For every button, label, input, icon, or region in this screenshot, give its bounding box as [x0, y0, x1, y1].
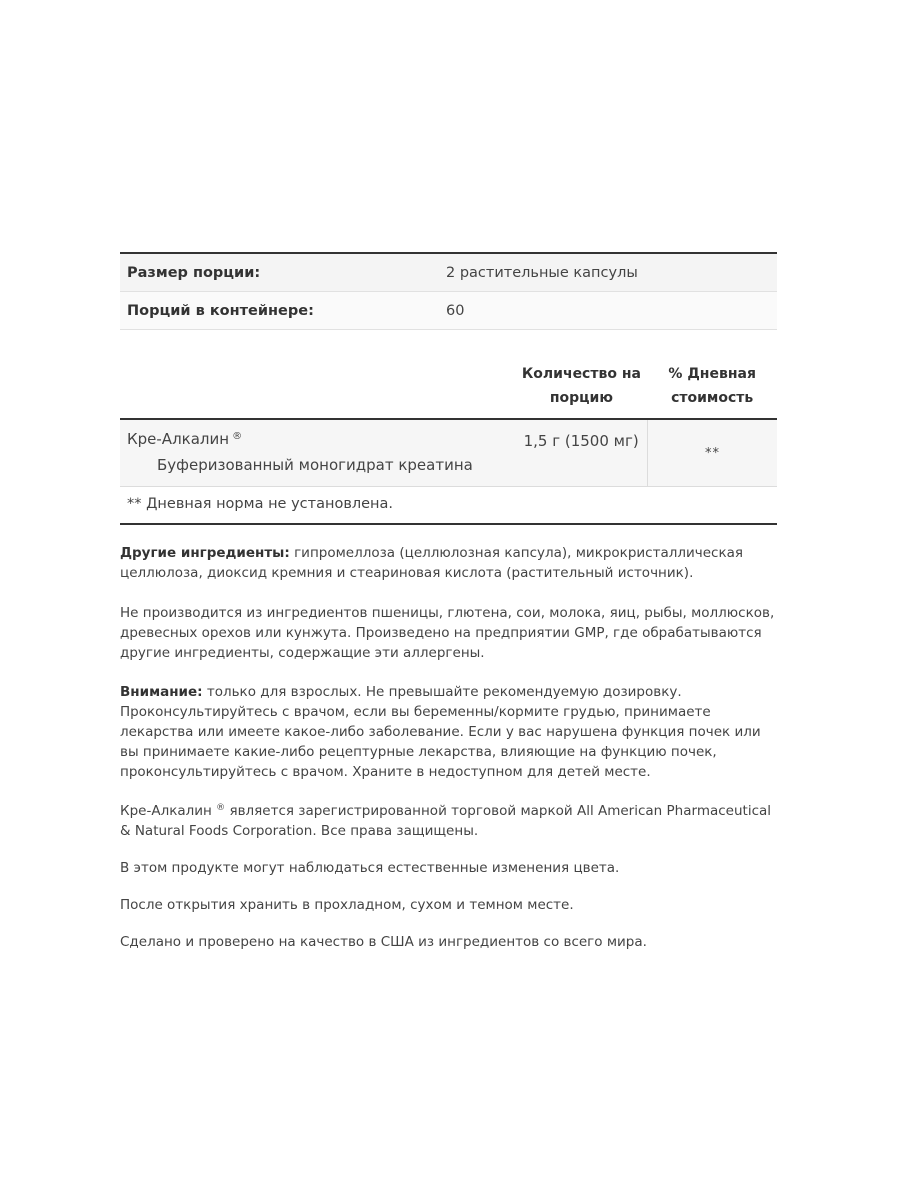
- other-ingredients-label: Другие ингредиенты:: [120, 545, 290, 561]
- footnote-row: [120, 487, 777, 525]
- serving-size-label: Размер порции:: [120, 253, 439, 292]
- other-ingredients-text: гипромеллоза (целлюлозная капсула), микрокристаллическая целлюлоза, диоксид кремния и стеариновая кислота (растительный источник).: [120, 545, 744, 581]
- header-daily-value: % Дневная стоимость: [647, 356, 777, 419]
- registered-mark: ®: [232, 431, 243, 442]
- warning: [120, 682, 780, 782]
- warning-text: только для взрослых. Не превышайте рекомендуемую дозировку. Проконсультируйтесь с врачом, если вы беременны/кормите грудью, принимаете лекарства или имеете какое-либо заболевание. Если у вас нарушена функция почек или вы принимаете какие-либо рецептурные лекарства, влияющие на функцию почек, проконсультируйтесь с врачом. Храните в недоступном для детей месте.: [120, 684, 761, 780]
- ingredient-daily-value: **: [647, 419, 777, 487]
- nutrition-table: [120, 356, 777, 525]
- ingredient-name: Кре-Алкалин: [127, 430, 230, 448]
- servings-per-container-value: 60: [439, 292, 777, 330]
- servings-per-container-label: Порций в контейнере:: [120, 292, 439, 330]
- trademark-text: является зарегистрированной торговой маркой All American Pharmaceutical & Natural Foods Corporation. Все права защищены.: [120, 803, 772, 839]
- serving-size-row: [120, 253, 777, 292]
- other-ingredients: [120, 543, 780, 583]
- trademark-name: Кре-Алкалин: [120, 803, 212, 819]
- supplement-facts: [120, 252, 777, 525]
- header-amount: Количество на порцию: [515, 356, 647, 419]
- daily-value-footnote: ** Дневная норма не установлена.: [120, 487, 777, 525]
- trademark-note: [120, 801, 780, 841]
- storage-note: После открытия хранить в прохладном, сухом и темном месте.: [120, 897, 574, 913]
- servings-per-container-row: [120, 292, 777, 330]
- ingredient-amount: 1,5 г (1500 мг): [515, 419, 647, 487]
- warning-label: Внимание:: [120, 684, 203, 700]
- header-blank: [120, 356, 515, 419]
- ingredient-description: Буферизованный моногидрат креатина: [157, 456, 473, 474]
- trademark-mark: ®: [216, 803, 226, 813]
- serving-size-value: 2 растительные капсулы: [439, 253, 777, 292]
- serving-table: [120, 252, 777, 330]
- nutrition-header-row: [120, 356, 777, 419]
- ingredient-row: [120, 419, 777, 487]
- ingredient-cell: [120, 419, 515, 487]
- allergen-note: Не производится из ингредиентов пшеницы, глютена, сои, молока, яиц, рыбы, моллюсков, древесных орехов или кунжута. Произведено на предприятии GMP, где обрабатываются другие ингредиенты, содержащие эти аллергены.: [120, 605, 775, 661]
- made-note: Сделано и проверено на качество в США из ингредиентов со всего мира.: [120, 934, 647, 950]
- color-note: В этом продукте могут наблюдаться естественные изменения цвета.: [120, 860, 620, 876]
